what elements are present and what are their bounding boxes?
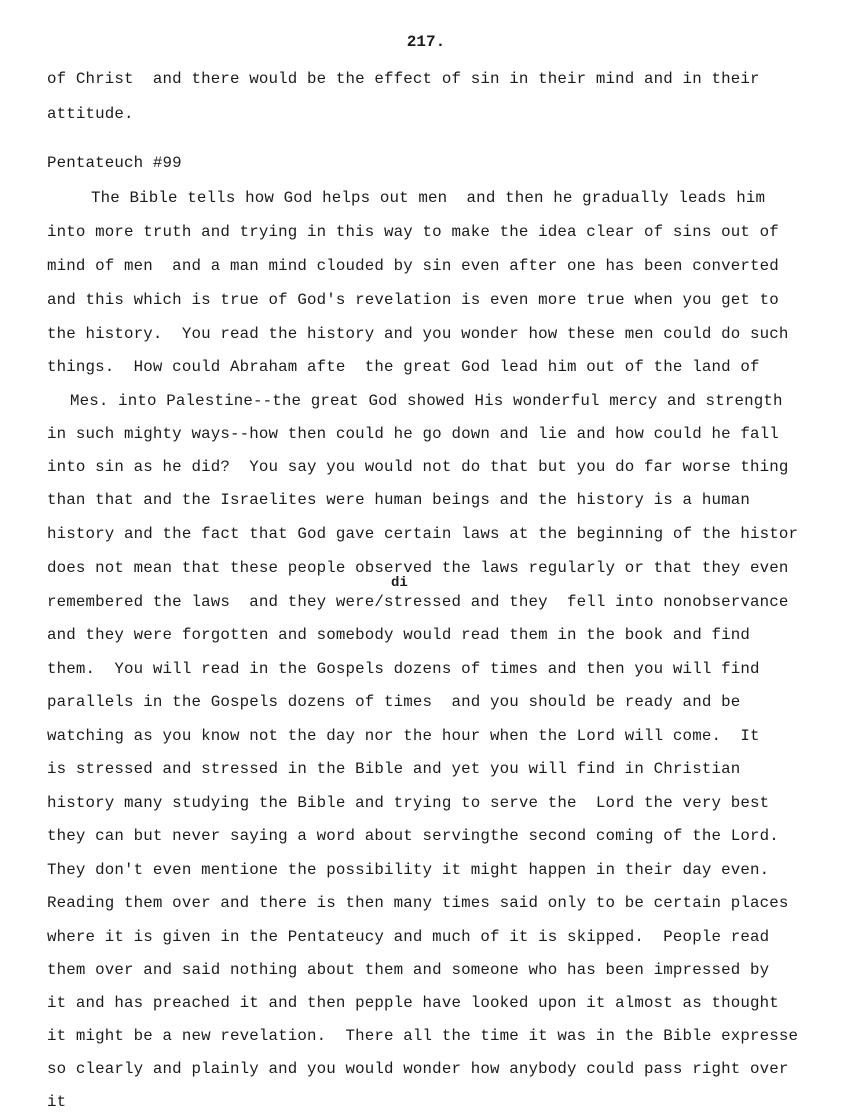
text-line: and they were forgotten and somebody would read them in the book and find bbox=[47, 626, 750, 644]
text-line: into sin as he did? You say you would not do that but you do far worse thing bbox=[47, 458, 789, 476]
text-line: the history. You read the history and you wonder how these men could do such bbox=[47, 325, 789, 343]
section-heading: Pentateuch #99 bbox=[47, 154, 182, 172]
text-line: into more truth and trying in this way to make the idea clear of sins out of bbox=[47, 223, 779, 241]
page-number: 217. bbox=[406, 33, 446, 51]
text-line: it and has preached it and then pepple have looked upon it almost as thought bbox=[47, 994, 779, 1012]
text-line: attitude. bbox=[47, 105, 134, 123]
text-line: history and the fact that God gave certain laws at the beginning of the histor bbox=[47, 525, 799, 543]
text-line: is stressed and stressed in the Bible and yet you will find in Christian bbox=[47, 760, 741, 778]
text-line: parallels in the Gospels dozens of times and you should be ready and be bbox=[47, 693, 741, 711]
text-line: history many studying the Bible and trying to serve the Lord the very best bbox=[47, 794, 770, 812]
text-line: things. How could Abraham afte the great God lead him out of the land of bbox=[47, 358, 760, 376]
text-line: They don't even mentione the possibility it might happen in their day even. bbox=[47, 861, 770, 879]
text-line: they can but never saying a word about servingthe second coming of the Lord. bbox=[47, 827, 779, 845]
text-line: them over and said nothing about them and someone who has been impressed by bbox=[47, 961, 770, 979]
text-line: them. You will read in the Gospels dozens of times and then you will find bbox=[47, 660, 760, 678]
text-line: it might be a new revelation. There all the time it was in the Bible expresse bbox=[47, 1027, 799, 1045]
text-line: and this which is true of God's revelation is even more true when you get to bbox=[47, 291, 779, 309]
interlinear-insertion: di bbox=[391, 575, 408, 591]
text-line: does not mean that these people observed the laws regularly or that they even bbox=[47, 559, 789, 577]
text-line: remembered the laws and they were/stressed and they fell into nonobservance bbox=[47, 593, 789, 611]
text-line: mind of men and a man mind clouded by sin even after one has been converted bbox=[47, 257, 779, 275]
text-line: so clearly and plainly and you would wonder how anybody could pass right over bbox=[47, 1060, 789, 1078]
text-line: where it is given in the Pentateucy and much of it is skipped. People read bbox=[47, 928, 770, 946]
text-line: Mes. into Palestine--the great God showed His wonderful mercy and strength bbox=[70, 392, 783, 410]
text-line: in such mighty ways--how then could he go down and lie and how could he fall bbox=[47, 425, 779, 443]
text-line: The Bible tells how God helps out men and then he gradually leads him bbox=[91, 189, 766, 207]
text-line: watching as you know not the day nor the hour when the Lord will come. It bbox=[47, 727, 760, 745]
text-line: it bbox=[47, 1093, 67, 1111]
text-line: Reading them over and there is then many times said only to be certain places bbox=[47, 894, 789, 912]
text-line: of Christ and there would be the effect of sin in their mind and in their bbox=[47, 70, 760, 88]
text-line: than that and the Israelites were human beings and the history is a human bbox=[47, 491, 750, 509]
